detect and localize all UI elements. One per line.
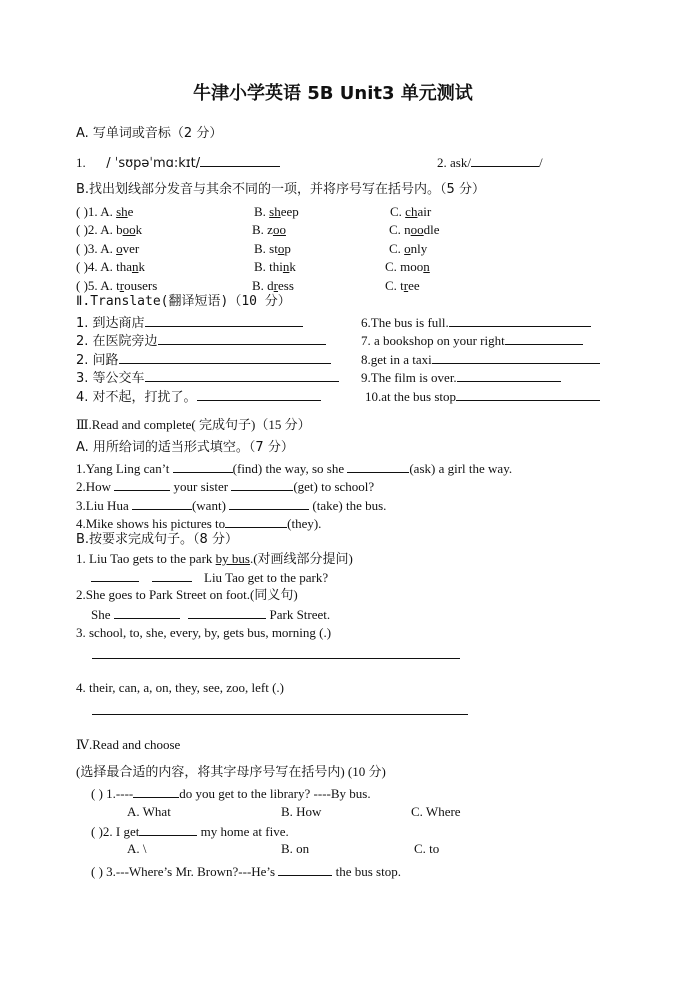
phonics-option-b: B. think: [254, 259, 296, 274]
answer-blank[interactable]: [158, 332, 326, 345]
phonics-option-c: C. tree: [385, 278, 420, 293]
iv-q2-opt-a: A. \: [127, 841, 147, 856]
iii-b1: 1. Liu Tao gets to the park by bus.(对画线部分提问): [76, 551, 353, 566]
answer-blank[interactable]: [145, 369, 339, 382]
answer-blank[interactable]: [471, 154, 539, 167]
page-title: 牛津小学英语 5B Unit3 单元测试: [193, 83, 473, 104]
translate-item: 4. 对不起，打扰了。: [76, 388, 321, 406]
answer-blank[interactable]: [132, 497, 192, 510]
answer-blank[interactable]: [231, 478, 293, 491]
iii-a2: 2.How your sister (get) to school?: [76, 479, 375, 494]
answer-line[interactable]: [92, 658, 460, 659]
translate-item: 8.get in a taxi: [361, 351, 600, 368]
phonics-question-4: ( )4. A. thank: [76, 259, 145, 274]
iv-q1-opt-b: B. How: [281, 804, 322, 819]
section-a-q2: 2. ask/ /: [437, 155, 543, 170]
section-ii-heading: Ⅱ.Translate(翻译短语)（10 分）: [76, 294, 291, 309]
answer-blank[interactable]: [152, 569, 192, 582]
phonics-option-b: B. dress: [252, 278, 294, 293]
answer-blank[interactable]: [278, 863, 332, 876]
translate-item: 2. 在医院旁边: [76, 332, 326, 350]
section-a-q1: 1. / ˈsʊpəˈmɑ:kɪt/: [76, 154, 280, 172]
section-iii-b-heading: B.按要求完成句子。（8 分）: [76, 532, 238, 547]
answer-blank[interactable]: [200, 154, 280, 167]
phonics-option-c: C. only: [389, 241, 428, 256]
section-iii-a-heading: A. 用所给词的适当形式填空。（7 分）: [76, 440, 294, 455]
answer-blank[interactable]: [188, 606, 266, 619]
iv-q2-opt-b: B. on: [281, 841, 310, 856]
answer-blank[interactable]: [173, 460, 233, 473]
phonics-option-c: C. moon: [385, 259, 430, 274]
translate-item: 10.at the bus stop: [365, 388, 600, 405]
translate-item: 7. a bookshop on your right: [361, 332, 583, 349]
answer-blank[interactable]: [229, 497, 309, 510]
answer-blank[interactable]: [225, 515, 287, 528]
answer-blank[interactable]: [449, 314, 591, 327]
iii-a3: 3.Liu Hua (want) (take) the bus.: [76, 498, 387, 513]
phonics-question-3: ( )3. A. over: [76, 241, 140, 256]
phonics-question-5: ( )5. A. trousers: [76, 278, 158, 293]
phonics-question-1: ( )1. A. she: [76, 204, 134, 219]
section-b-heading: B.找出划线部分发音与其余不同的一项，并将序号写在括号内。（5 分）: [76, 182, 485, 197]
iv-q1-opt-a: A. What: [127, 804, 171, 819]
answer-blank[interactable]: [456, 388, 600, 401]
answer-line[interactable]: [92, 714, 468, 715]
phonics-option-b: B. stop: [254, 241, 291, 256]
translate-item: 3. 等公交车: [76, 369, 339, 387]
section-iii-heading: Ⅲ.Read and complete( 完成句子)（15 分）: [76, 417, 311, 432]
iii-b2-answer: She Park Street.: [91, 607, 331, 622]
iv-q1-opt-c: C. Where: [411, 804, 461, 819]
answer-blank[interactable]: [114, 478, 170, 491]
iii-a1: 1.Yang Ling can’t (find) the way, so she (ask) a girl the way.: [76, 461, 513, 476]
translate-item: 1. 到达商店: [76, 314, 303, 332]
iii-b1-answer: Liu Tao get to the park?: [91, 569, 328, 586]
section-a-heading: A. 写单词或音标（2 分）: [76, 126, 223, 141]
phonics-option-b: B. zoo: [252, 222, 286, 237]
answer-blank[interactable]: [347, 460, 409, 473]
phonics-option-c: C. chair: [390, 204, 432, 219]
iv-q3: ( ) 3.---Where’s Mr. Brown?---He’s the bus stop.: [91, 864, 401, 879]
translate-item: 9.The film is over.: [361, 369, 561, 386]
iii-b4: 4. their, can, a, on, they, see, zoo, left (.): [76, 680, 284, 695]
answer-blank[interactable]: [145, 314, 303, 327]
section-iv-instructions: (选择最合适的内容，将其字母序号写在括号内) (10 分): [76, 764, 386, 779]
answer-blank[interactable]: [133, 785, 179, 798]
iii-b3: 3. school, to, she, every, by, gets bus, morning (.): [76, 625, 332, 640]
iv-q2: ( )2. I get my home at five.: [91, 824, 289, 839]
answer-blank[interactable]: [119, 351, 331, 364]
iii-b2: 2.She goes to Park Street on foot.(同义句): [76, 587, 298, 602]
phonetic: / ˈsʊpəˈmɑ:kɪt/: [106, 156, 201, 171]
phonics-option-c: C. noodle: [389, 222, 440, 237]
phonics-question-2: ( )2. A. book: [76, 222, 143, 237]
iv-q2-opt-c: C. to: [414, 841, 440, 856]
answer-blank[interactable]: [432, 351, 600, 364]
translate-item: 6.The bus is full.: [361, 314, 591, 331]
answer-blank[interactable]: [197, 388, 321, 401]
answer-blank[interactable]: [139, 823, 197, 836]
answer-blank[interactable]: [505, 332, 583, 345]
answer-blank[interactable]: [457, 369, 561, 382]
translate-item: 2. 问路: [76, 351, 331, 369]
phonics-option-b: B. sheep: [254, 204, 299, 219]
section-iv-heading: Ⅳ.Read and choose: [76, 737, 181, 752]
answer-blank[interactable]: [114, 606, 180, 619]
iv-q1: ( ) 1.---- do you get to the library? ----By bus.: [91, 786, 371, 801]
answer-blank[interactable]: [91, 569, 139, 582]
iii-a4: 4.Mike shows his pictures to (they).: [76, 516, 322, 531]
